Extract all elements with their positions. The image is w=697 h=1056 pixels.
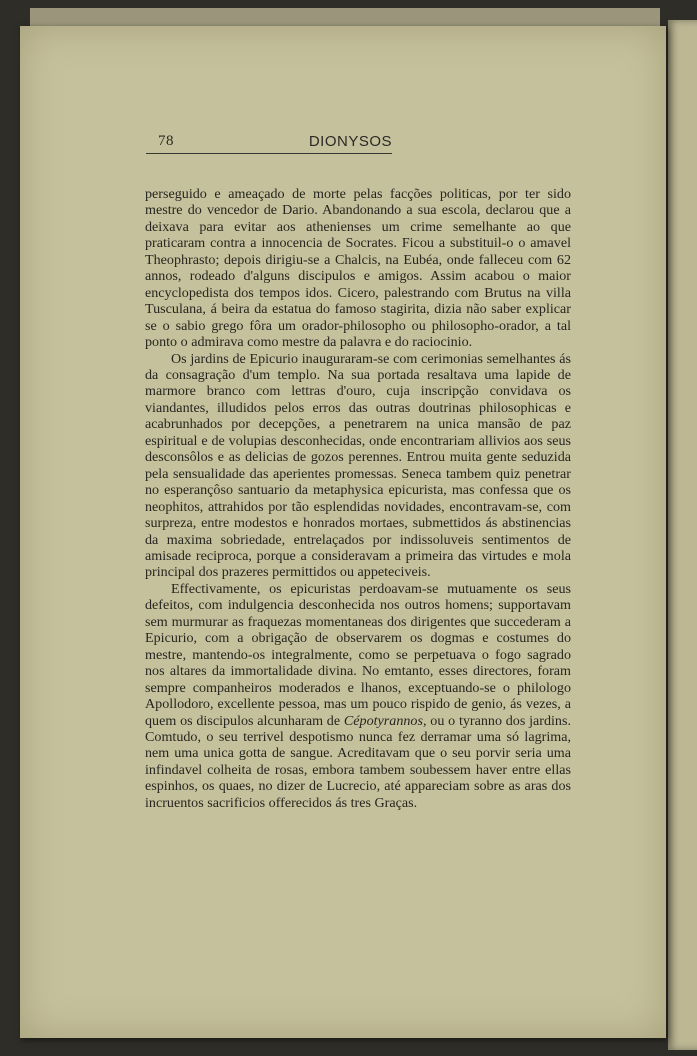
paragraph-3-text-before: Effectivamente, os epicuristas perdoavam-se mutuamente os seus defeitos, com indulgencia desconhecida nos outros homens; supportavam sem murmurar as fraquezas momentaneas dos dirigentes que succederam a Epicurio, com a obrigação de observarem os dogmas e costumes do mestre, mantendo-os integralmente, como se perpetuava o fogo sagrado nos altares da immortalidade divina. No emtanto, esses directores, foram sempre companheiros moderados e lhanos, exceptuando-se o philologo Apollodoro, excellente pessoa, mas um pouco rispido de genio, ás vezes, a quem os discipulos alcunharam de (145, 580, 571, 729)
page-header (146, 133, 392, 155)
body-text (145, 186, 571, 811)
running-title: DIONYSOS (308, 133, 392, 150)
page-number: 78 (158, 133, 174, 149)
paragraph-3 (145, 581, 571, 811)
paragraph-3-text-after: ou o tyranno dos jardins. Comtudo, o seu terrivel despotismo nunca fez derramar uma só lagrima, nem uma unica gotta de sangue. Acreditavam que o seu porvir seria uma infindavel colheita de rosas, embora tambem soubessem haver entre ellas espinhos, os quaes, no dizer de Lucrecio, até appareciam sobre as aras dos incruentos sacrificios offerecidos ás tres Graças. (145, 712, 571, 811)
header-rule (146, 153, 392, 154)
paragraph-2: Os jardins de Epicurio inauguraram-se com cerimonias semelhantes ás da consagração d'um templo. Na sua portada resaltava uma lapide de marmore branco com lettras d'ouro, cuja inscripção convidava os viandantes, illudidos pelos erros das outras doutrinas philosophicas e acabrunhados por decepções, a penetrarem na unica mansão de paz espiritual e de volupias desconhecidas, onde encontrariam allivios aos seus desconsôlos e as delicias de gozos perennes. Entrou muita gente seduzida pela sensualidade das aperientes promessas. Seneca tambem quiz penetrar no esperançôso santuario da metaphysica epicurista, mas confessa que os neophitos, attrahidos por tão esplendidas novidades, encontravam-se, com surpreza, entre modestos e honrados mortaes, submettidos ás abstinencias da maxima sobriedade, entrelaçados por indissoluveis sentimentos de amisade reciproca, porque a consideravam a primeira das virtudes e mola principal dos prazeres permittidos ou appeteciveis. (145, 350, 571, 581)
facing-page-edge (668, 20, 697, 1050)
paragraph-1: perseguido e ameaçado de morte pelas facções politicas, por ter sido mestre do vencedor de Dario. Abandonando a sua escola, declarou que a deixava para evitar aos athenienses um crime semelhante ao que praticaram contra a innocencia de Socrates. Ficou a substituil-o o amavel Theophrasto; depois dirigiu-se a Chalcis, na Eubéa, onde falleceu com 62 annos, rodeado d'alguns discipulos e amigos. Assim acabou o maior encyclopedista dos tempos idos. Cicero, palestrando com Brutus na villa Tusculana, á beira da estatua do famoso stagirita, dizia não saber explicar se o sabio grego fôra um orador-philosopho ou philosopho-orador, a tal ponto o admirava como mestre da palavra e do raciocinio. (145, 186, 571, 351)
paragraph-3-italic-term: Cépotyrannos, (343, 712, 427, 729)
book-top-edge (30, 8, 660, 26)
